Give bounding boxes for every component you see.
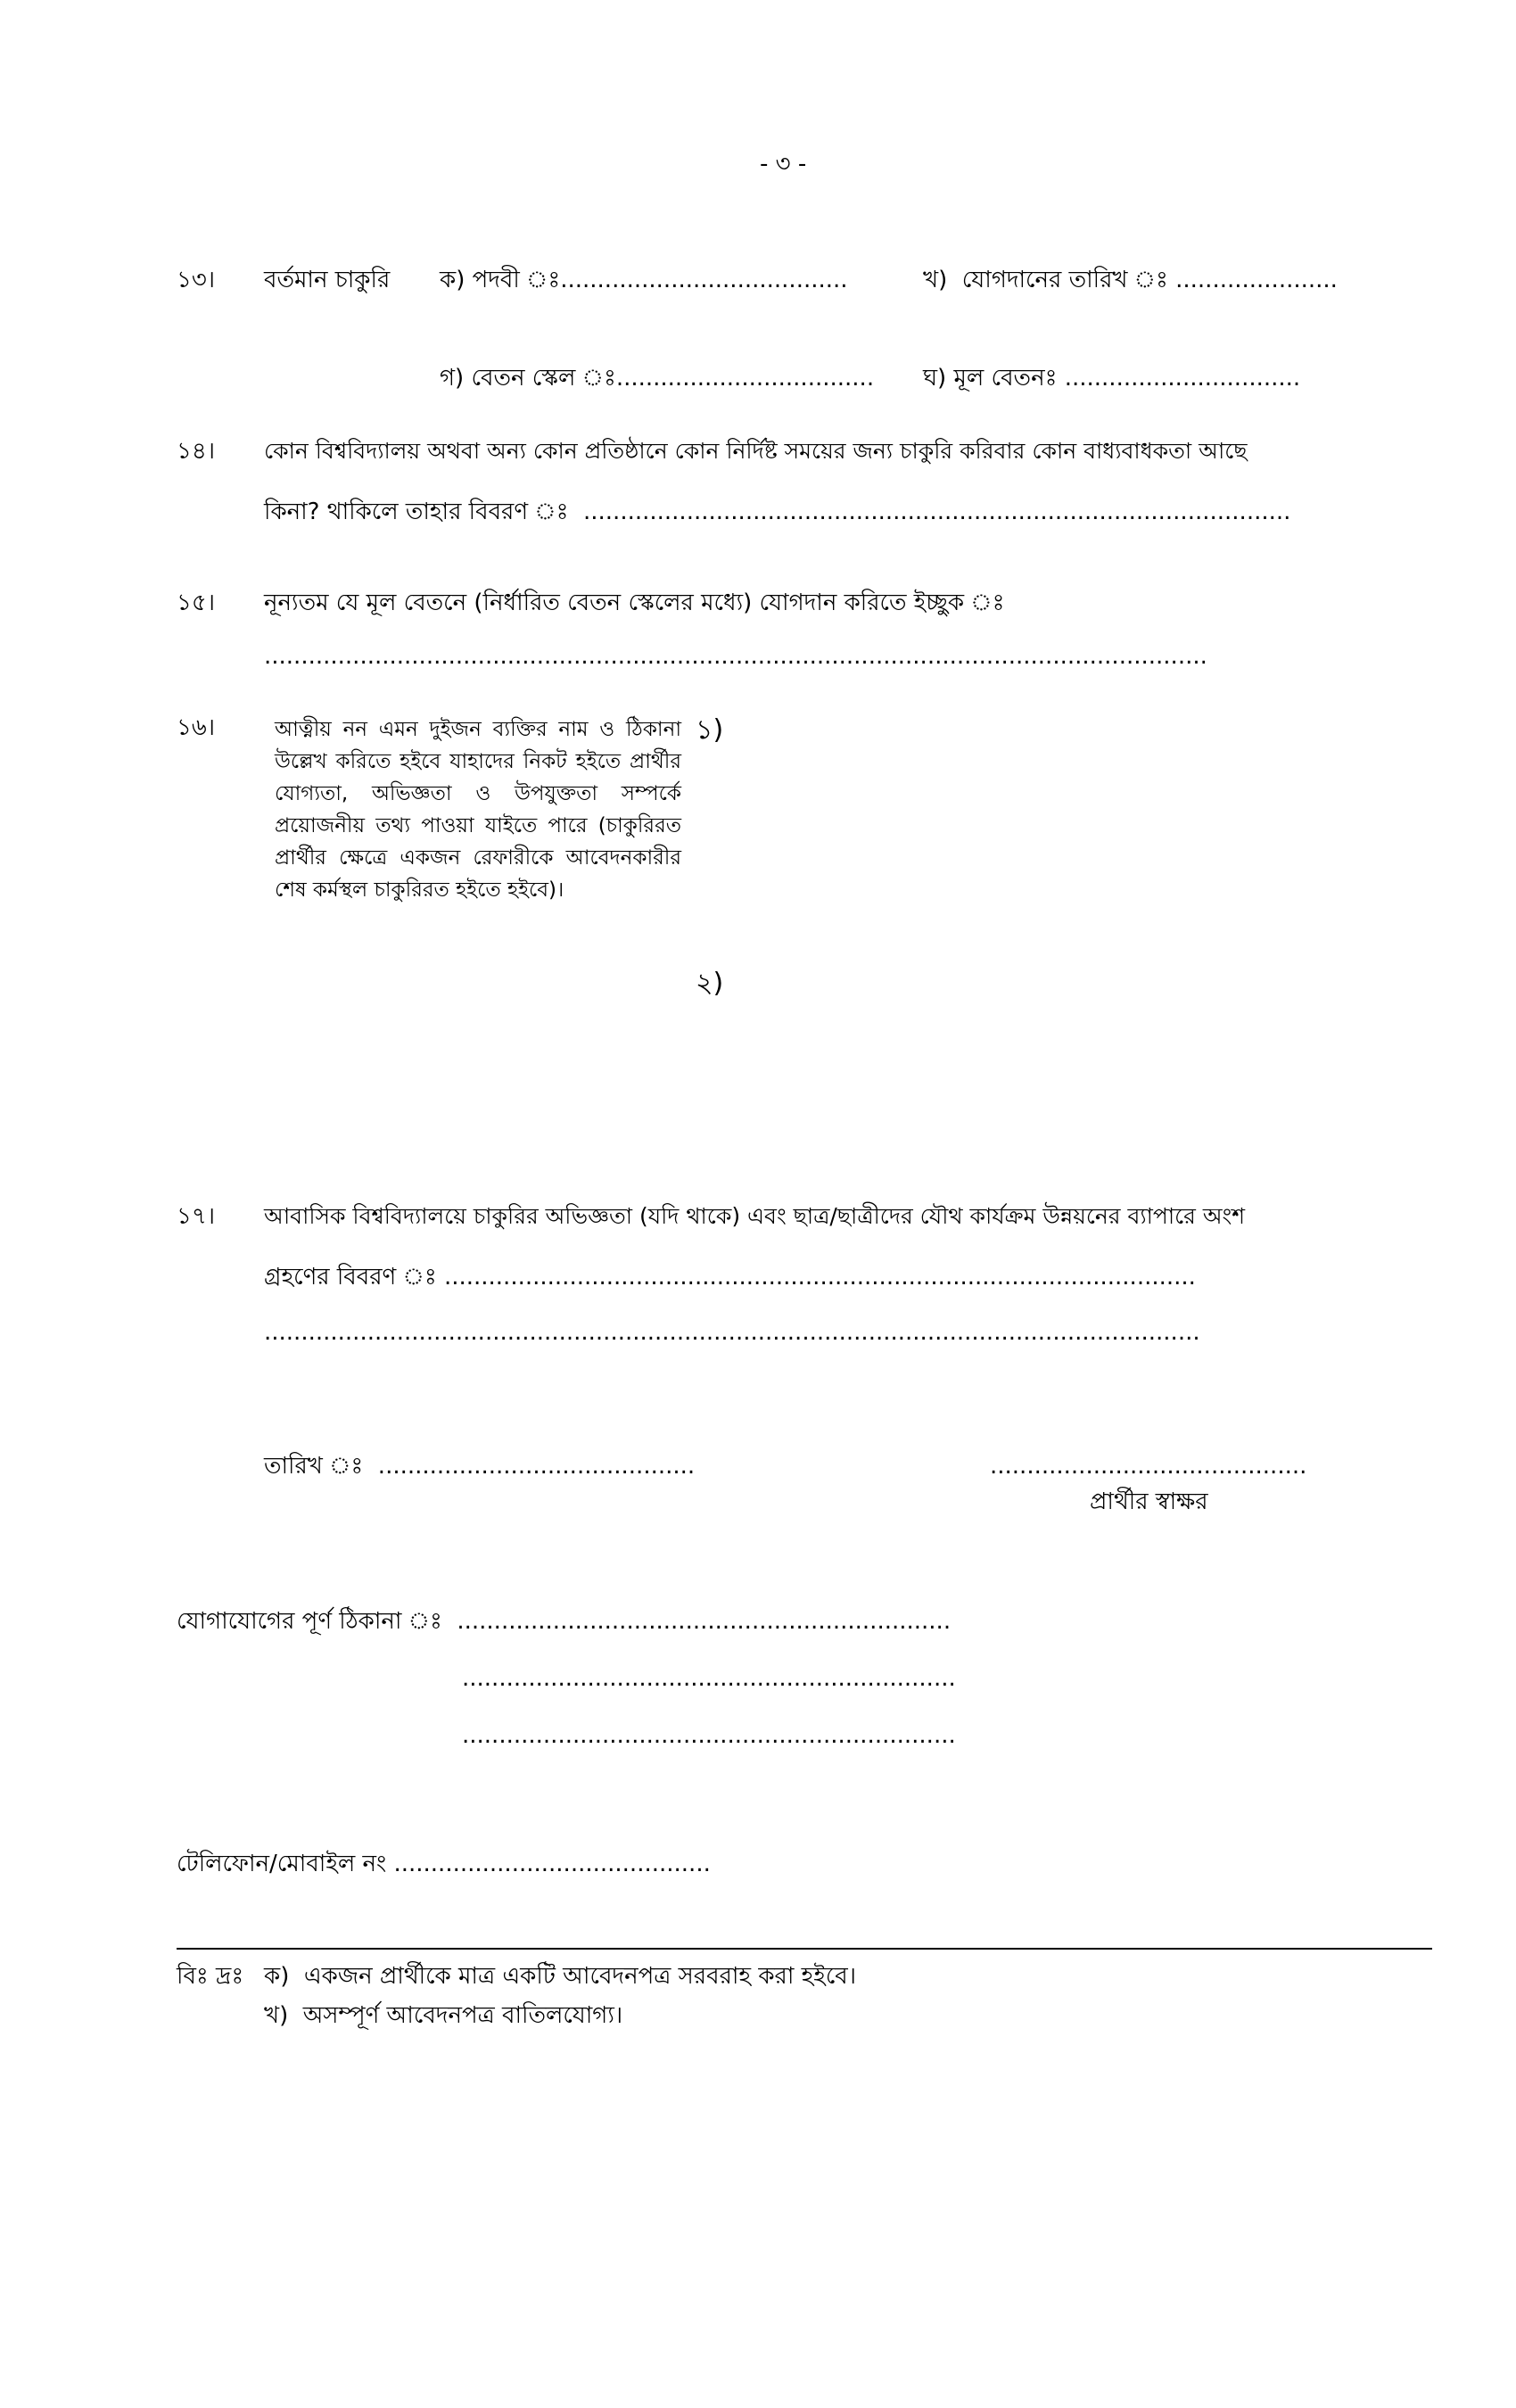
date-field[interactable]: তারিখ ঃ ........................................... [264,1453,696,1480]
q13-joining-date-field[interactable]: খ) যোগদানের তারিখ ঃ ...................... [923,267,1338,293]
contact-address-line-2[interactable]: ................................................................... [462,1665,956,1692]
phone-field[interactable]: টেলিফোন/মোবাইল নং ........................................... [177,1851,711,1877]
q13-label: বর্তমান চাকুরি [264,267,391,293]
contact-address-field[interactable]: যোগাযোগের পূর্ণ ঠিকানা ঃ ................................................................... [177,1608,952,1635]
q17-details-field[interactable]: গ্রহণের বিবরণ ঃ ...................................................................................................... [264,1264,1196,1291]
signature-caption: প্রার্থীর স্বাক্ষর [1090,1489,1208,1515]
q16-referee-2[interactable]: ২) [696,968,724,999]
note-a: ক) একজন প্রার্থীকে মাত্র একটি আবেদনপত্র সরবরাহ করা হইবে। [264,1963,857,1990]
page-number: - ৩ - [760,151,807,177]
q13-pay-scale-field[interactable]: গ) বেতন স্কেল ঃ................................... [440,365,875,392]
q13-basic-pay-field[interactable]: ঘ) মূল বেতনঃ ................................ [923,365,1301,392]
note-prefix: বিঃ দ্রঃ [177,1963,244,1990]
q16-description: আত্নীয় নন এমন দুইজন ব্যক্তির নাম ও ঠিকানা উল্লেখ করিতে হইবে যাহাদের নিকট হইতে প্রার্থীর যোগ্যতা, অভিজ্ঞতা ও উপযুক্ততা সম্পর্কে প্রয়োজনীয় তথ্য পাওয়া যাইতে পারে (চাকুরিরত প্রার্থীর ক্ষেত্রে একজন রেফারীকে আবেদনকারীর শেষ কর্মস্থল চাকুরিরত হইতে হইবে)। [275,718,681,902]
q15-answer-field[interactable]: ................................................................................................................................ [264,643,1207,670]
q17-number: ১৭। [177,1203,216,1230]
q14-details-field[interactable]: কিনা? থাকিলে তাহার বিবরণ ঃ ................................................................................................ [264,499,1291,525]
contact-address-line-3[interactable]: ................................................................... [462,1722,956,1749]
q17-question: আবাসিক বিশ্ববিদ্যালয়ে চাকুরির অভিজ্ঞতা (যদি থাকে) এবং ছাত্র/ছাত্রীদের যৌথ কার্যক্রম উন্নয়নের ব্যাপারে অংশ [264,1203,1246,1229]
footer-divider [177,1948,1432,1950]
q17-details-field-2[interactable]: ............................................................................................................................... [264,1319,1200,1346]
q13-designation-field[interactable]: ক) পদবী ঃ....................................... [440,267,848,293]
q15-question: নূন্যতম যে মূল বেতনে (নির্ধারিত বেতন স্কেলের মধ্যে) যোগদান করিতে ইচ্ছুক ঃ [264,590,1005,616]
q16-referee-1[interactable]: ১) [696,714,724,746]
signature-line[interactable]: ........................................... [990,1453,1307,1480]
q15-number: ১৫। [177,590,216,616]
q14-question: কোন বিশ্ববিদ্যালয় অথবা অন্য কোন প্রতিষ্ঠানে কোন নির্দিষ্ট সময়ের জন্য চাকুরি করিবার কোন বাধ্যবাধকতা আছে [264,438,1248,464]
q13-number: ১৩। [177,267,216,293]
q16-number: ১৬। [177,714,216,741]
note-b: খ) অসম্পূর্ণ আবেদনপত্র বাতিলযোগ্য। [264,2002,623,2029]
q14-number: ১৪। [177,438,216,465]
